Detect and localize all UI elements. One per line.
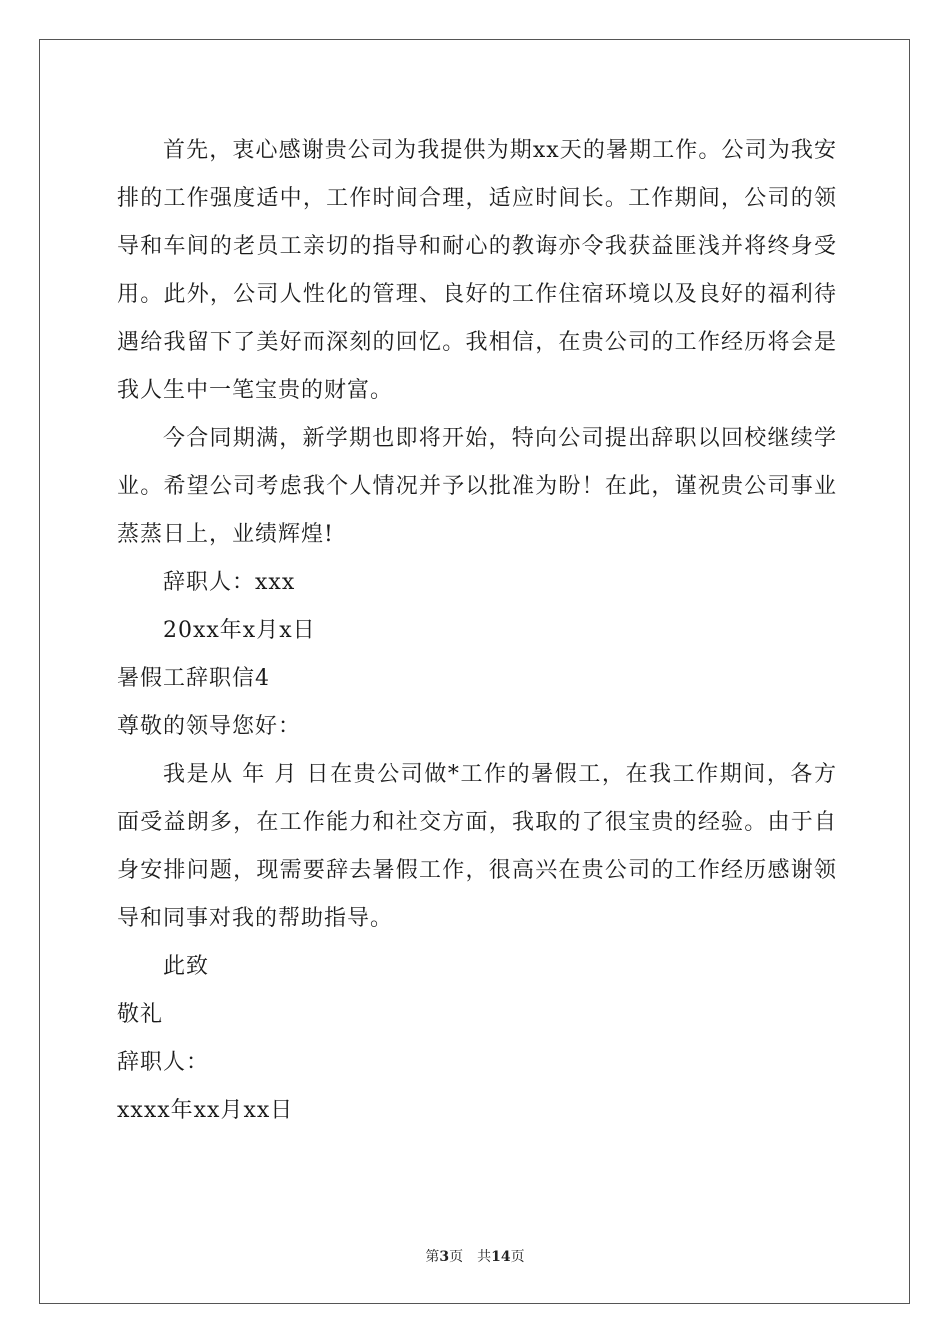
page-suffix: 页 (449, 1249, 464, 1265)
letter3-date: 20xx年x月x日 (163, 618, 316, 643)
page-prefix: 第 (425, 1249, 440, 1265)
letter4-closing: 此致 (163, 954, 210, 979)
document-body (117, 127, 837, 1135)
letter4-salutation: 尊敬的领导您好： (117, 714, 302, 739)
letter4-regards: 敬礼 (117, 1002, 164, 1027)
letter4-date: xxxx年xx月xx日 (117, 1098, 294, 1123)
total-pages: 14 (491, 1249, 511, 1265)
total-suffix: 页 (510, 1249, 525, 1265)
letter4-title: 暑假工辞职信4 (117, 666, 270, 691)
letter3-paragraph-2: 今合同期满，新学期也即将开始，特向公司提出辞职以回校继续学业。希望公司考虑我个人情况并予以批准为盼！在此，谨祝贵公司事业蒸蒸日上，业绩辉煌! (117, 426, 837, 547)
total-prefix: 共 (477, 1249, 492, 1265)
letter4-body: 我是从 年 月 日在贵公司做*工作的暑假工，在我工作期间，各方面受益朗多，在工作能力和社交方面，我取的了很宝贵的经验。由于自身安排问题，现需要辞去暑假工作，很高兴在贵公司的工作经历感谢领导和同事对我的帮助指导。 (117, 762, 837, 931)
page-footer (0, 1247, 950, 1267)
letter3-signer: 辞职人：xxx (163, 570, 296, 595)
letter3-paragraph-1: 首先，衷心感谢贵公司为我提供为期xx天的暑期工作。公司为我安排的工作强度适中，工作时间合理，适应时间长。工作期间，公司的领导和车间的老员工亲切的指导和耐心的教诲亦令我获益匪浅并将终身受用。此外，公司人性化的管理、良好的工作住宿环境以及良好的福利待遇给我留下了美好而深刻的回忆。我相信，在贵公司的工作经历将会是我人生中一笔宝贵的财富。 (117, 138, 837, 403)
page-number: 3 (439, 1249, 450, 1265)
letter4-signer: 辞职人： (117, 1050, 210, 1075)
